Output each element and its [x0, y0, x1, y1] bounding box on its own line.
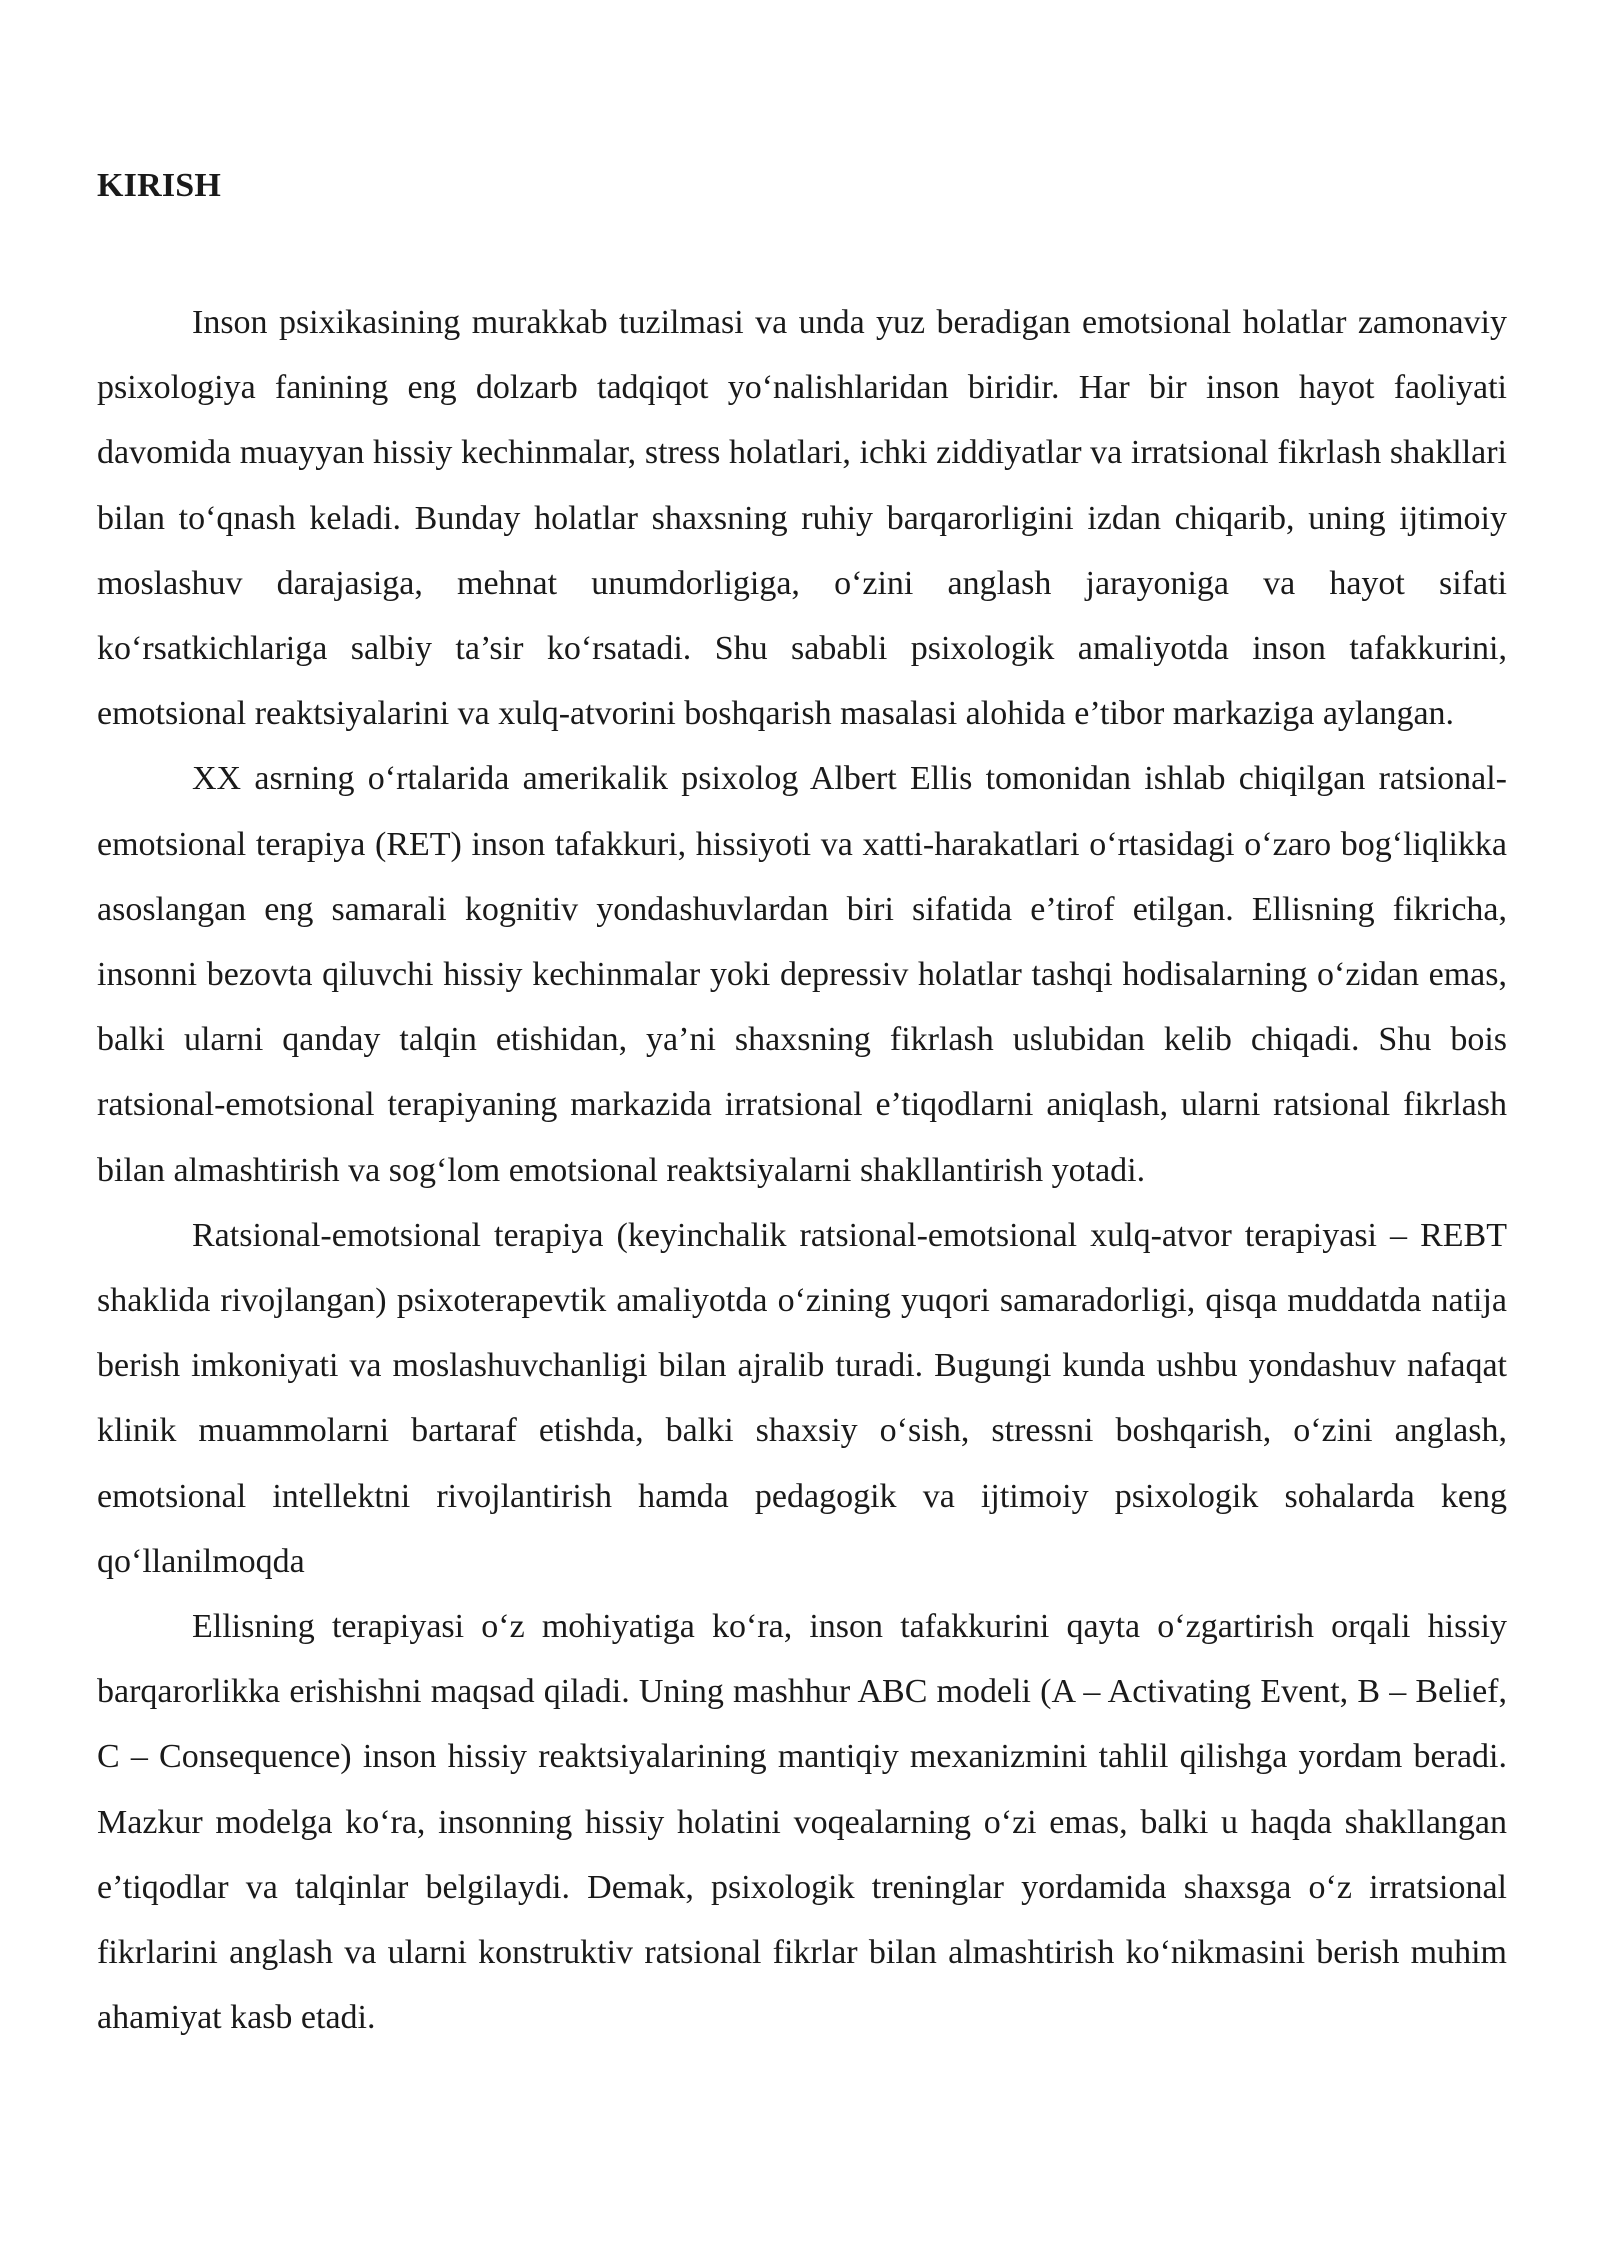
section-heading: KIRISH [97, 167, 222, 204]
paragraph-4: Ellisning terapiyasi o‘z mohiyatiga ko‘ra, inson tafakkurini qayta o‘zgartirish orqali hissiy barqarorlikka erishishni maqsad qiladi. Uning mashhur ABC modeli (A – Activating Event, B – Belief, C – Consequence) inson hissiy reaktsiyalarining mantiqiy mexanizmini tahlil qilishga yordam beradi. Mazkur modelga ko‘ra, insonning hissiy holatini voqealarning o‘zi emas, balki u haqda shakllangan e’tiqodlar va talqinlar belgilaydi. Demak, psixologik treninglar yordamida shaxsga o‘z irratsional fikrlarini anglash va ularni konstruktiv ratsional fikrlar bilan almashtirish ko‘nikmasini berish muhim ahamiyat kasb etadi. [97, 1608, 1507, 2037]
paragraph-1: Inson psixikasining murakkab tuzilmasi va unda yuz beradigan emotsional holatlar zamonaviy psixologiya fanining eng dolzarb tadqiqot yo‘nalishlaridan biridir. Har bir inson hayot faoliyati davomida muayyan hissiy kechinmalar, stress holatlari, ichki ziddiyatlar va irratsional fikrlash shakllari bilan to‘qnash keladi. Bunday holatlar shaxsning ruhiy barqarorligini izdan chiqarib, uning ijtimoiy moslashuv darajasiga, mehnat unumdorligiga, o‘zini anglash jarayoniga va hayot sifati ko‘rsatkichlariga salbiy ta’sir ko‘rsatadi. Shu sababli psixologik amaliyotda inson tafakkurini, emotsional reaktsiyalarini va xulq-atvorini boshqarish masalasi alohida e’tibor markaziga aylangan. [97, 304, 1507, 733]
paragraph-2: XX asrning o‘rtalarida amerikalik psixolog Albert Ellis tomonidan ishlab chiqilgan ratsional-emotsional terapiya (RET) inson tafakkuri, hissiyoti va xatti-harakatlari o‘rtasidagi o‘zaro bog‘liqlikka asoslangan eng samarali kognitiv yondashuvlardan biri sifatida e’tirof etilgan. Ellisning fikricha, insonni bezovta qiluvchi hissiy kechinmalar yoki depressiv holatlar tashqi hodisalarning o‘zidan emas, balki ularni qanday talqin etishidan, ya’ni shaxsning fikrlash uslubidan kelib chiqadi. Shu bois ratsional-emotsional terapiyaning markazida irratsional e’tiqodlarni aniqlash, ularni ratsional fikrlash bilan almashtirish va sog‘lom emotsional reaktsiyalarni shakllantirish yotadi. [97, 760, 1507, 1189]
paragraph-3: Ratsional-emotsional terapiya (keyinchalik ratsional-emotsional xulq-atvor terapiyasi – REBT shaklida rivojlangan) psixoterapevtik amaliyotda o‘zining yuqori samaradorligi, qisqa muddatda natija berish imkoniyati va moslashuvchanligi bilan ajralib turadi. Bugungi kunda ushbu yondashuv nafaqat klinik muammolarni bartaraf etishda, balki shaxsiy o‘sish, stressni boshqarish, o‘zini anglash, emotsional intellektni rivojlantirish hamda pedagogik va ijtimoiy psixologik sohalarda keng qo‘llanilmoqda [97, 1216, 1507, 1580]
